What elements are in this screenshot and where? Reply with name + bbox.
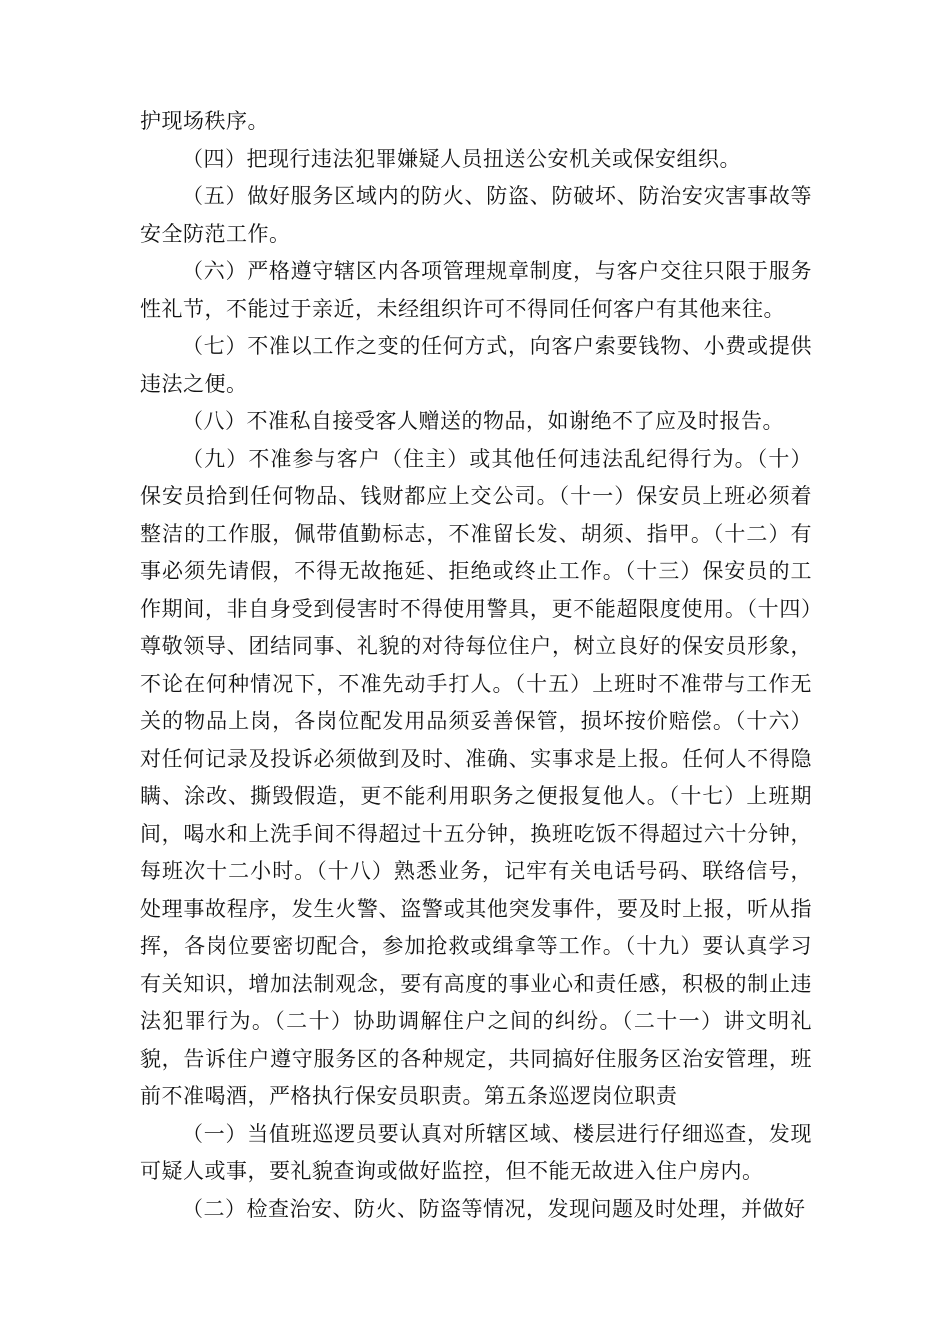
paragraph-item-9-to-21: （九）不准参与客户（住主）或其他任何违法乱纪得行为。（十）保安员拾到任何物品、钱财都应上交公司。（十一）保安员上班必须着整洁的工作服，佩带值勤标志，不准留长发、胡须、指甲。（十二）有事必须先请假，不得无故拖延、拒绝或终止工作。（十三）保安员的工作期间，非自身受到侵害时不得使用警具，更不能超限度使用。（十四）尊敬领导、团结同事、礼貌的对待每位住户，树立良好的保安员形象，不论在何种情况下，不准先动手打人。（十五）上班时不准带与工作无关的物品上岗，各岗位配发用品须妥善保管，损坏按价赔偿。（十六）对任何记录及投诉必须做到及时、准确、实事求是上报。任何人不得隐瞒、涂改、撕毁假造，更不能利用职务之便报复他人。（十七）上班期间，喝水和上洗手间不得超过十五分钟，换班吃饭不得超过六十分钟，每班次十二小时。（十八）熟悉业务，记牢有关电话号码、联络信号，处理事故程序，发生火警、盗警或其他突发事件，要及时上报，听从指挥，各岗位要密切配合，参加抢救或缉拿等工作。（十九）要认真学习有关知识，增加法制观念，要有高度的事业心和责任感，积极的制止违法犯罪行为。（二十）协助调解住户之间的纠纷。（二十一）讲文明礼貌，告诉住户遵守服务区的各种规定，共同搞好住服务区治安管理，班前不准喝酒，严格执行保安员职责。第五条巡逻岗位职责 [140, 446, 812, 1108]
paragraph-item-5: （五）做好服务区域内的防火、防盗、防破坏、防治安灾害事故等安全防范工作。 [140, 184, 812, 246]
paragraph-item-4: （四）把现行违法犯罪嫌疑人员扭送公安机关或保安组织。 [182, 146, 741, 171]
paragraph-item-6: （六）严格遵守辖区内各项管理规章制度，与客户交往只限于服务性礼节，不能过于亲近，未经组织许可不得同任何客户有其他来往。 [140, 259, 812, 321]
paragraph-patrol-item-2: （二）检查治安、防火、防盗等情况，发现问题及时处理，并做好 [182, 1196, 806, 1221]
paragraph-item-7: （七）不准以工作之变的任何方式，向客户索要钱物、小费或提供违法之便。 [140, 334, 812, 396]
paragraph-item-8: （八）不准私自接受客人赠送的物品，如谢绝不了应及时报告。 [182, 409, 784, 433]
paragraph-patrol-item-1: （一）当值班巡逻员要认真对所辖区域、楼层进行仔细巡查，发现可疑人或事，要礼貌查询或做好监控，但不能无故进入住户房内。 [140, 1121, 812, 1183]
document-page [140, 103, 812, 1228]
paragraph-continuation: 护现场秩序。 [140, 109, 269, 133]
